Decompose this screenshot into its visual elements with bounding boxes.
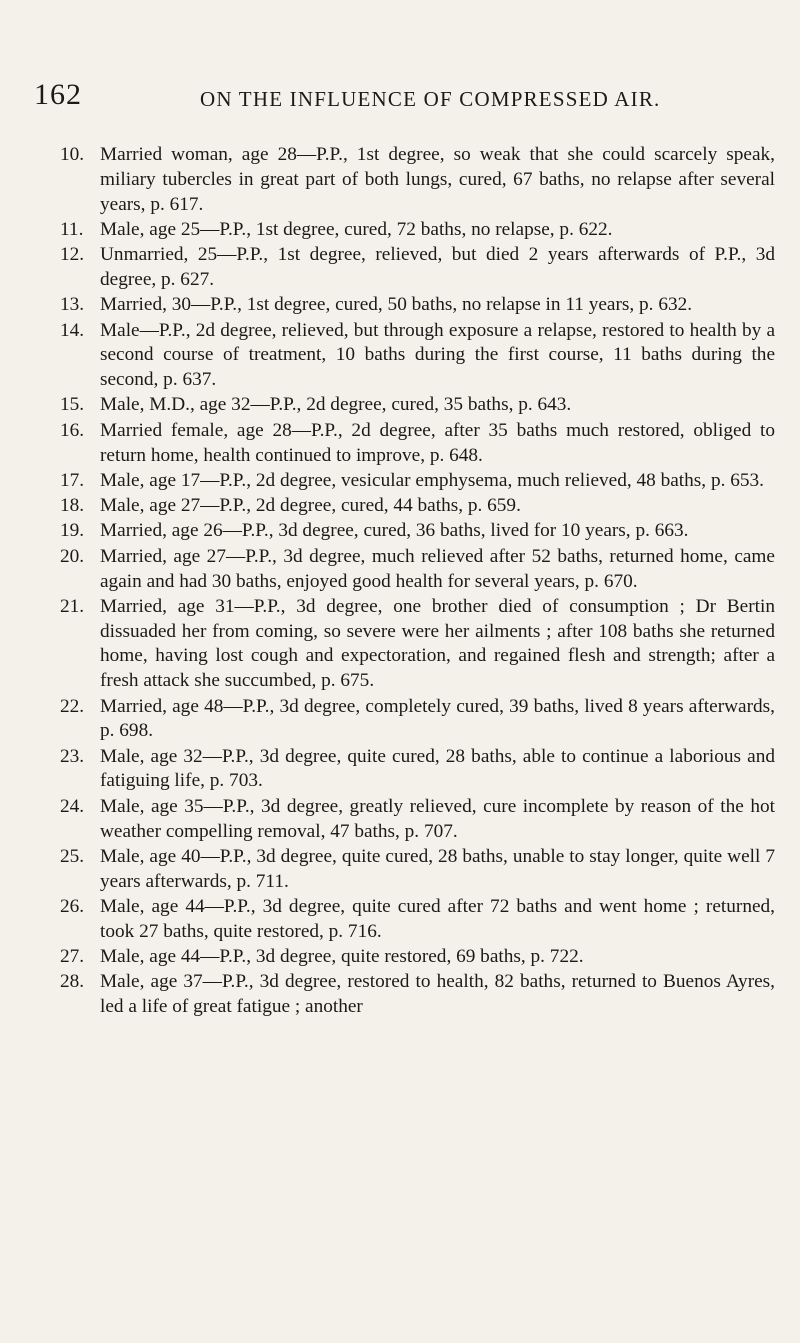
case-text: Married, age 31—P.P., 3d degree, one brother died of consumption ; Dr Bertin dissuaded her from coming, so severe were her ailments ; after 108 baths she returned home, having lost cough and expectoration, and regained flesh and strength; after a fresh attack she succumbed, p. 675. xyxy=(100,595,775,692)
case-text: Male—P.P., 2d degree, relieved, but through exposure a relapse, restored to health by a second course of treatment, 10 baths during the first course, 11 baths during the second, p. 637. xyxy=(100,319,775,391)
case-number: 16. xyxy=(60,419,85,441)
case-entry xyxy=(60,895,775,945)
case-entry xyxy=(60,419,775,469)
case-text: Male, age 35—P.P., 3d degree, greatly relieved, cure incomplete by reason of the hot weather compelling removal, 47 baths, p. 707. xyxy=(100,795,775,842)
case-number: 22. xyxy=(60,695,85,717)
case-entry xyxy=(60,393,775,418)
page-header xyxy=(34,78,774,118)
case-text: Male, age 37—P.P., 3d degree, restored to health, 82 baths, returned to Buenos Ayres, led a life of great fatigue ; another xyxy=(100,971,775,1018)
case-entry xyxy=(60,469,775,494)
case-number: 23. xyxy=(60,745,85,767)
case-number: 24. xyxy=(60,795,85,817)
case-text: Unmarried, 25—P.P., 1st degree, relieved, but died 2 years afterwards of P.P., 3d degree, p. 627. xyxy=(100,244,775,290)
case-entry xyxy=(60,945,775,970)
case-number: 11. xyxy=(60,218,84,240)
case-number: 10. xyxy=(60,144,85,165)
case-text: Married, age 27—P.P., 3d degree, much relieved after 52 baths, returned home, came again and had 30 baths, enjoyed good health for several years, p. 670. xyxy=(100,545,775,592)
case-list xyxy=(60,143,775,1020)
case-number: 14. xyxy=(60,319,85,341)
case-number: 21. xyxy=(60,595,85,617)
case-entry xyxy=(60,143,775,217)
page-number: 162 xyxy=(34,78,82,111)
case-text: Male, age 32—P.P., 3d degree, quite cured, 28 baths, able to continue a laborious and fatiguing life, p. 703. xyxy=(100,745,775,792)
case-entry xyxy=(60,293,775,318)
case-number: 28. xyxy=(60,971,85,993)
case-number: 12. xyxy=(60,244,85,266)
case-number: 17. xyxy=(60,469,85,491)
case-number: 20. xyxy=(60,545,85,567)
case-number: 25. xyxy=(60,845,85,867)
case-entry xyxy=(60,595,775,694)
case-entry xyxy=(60,319,775,393)
case-text: Male, age 40—P.P., 3d degree, quite cured, 28 baths, unable to stay longer, quite well 7 years afterwards, p. 711. xyxy=(100,845,775,892)
case-entry xyxy=(60,243,775,293)
case-number: 26. xyxy=(60,895,85,917)
case-entry xyxy=(60,845,775,895)
case-text: Married woman, age 28—P.P., 1st degree, so weak that she could scarcely speak, miliary tubercles in great part of both lungs, cured, 67 baths, no relapse after several years, p. 617. xyxy=(100,144,775,215)
case-entry xyxy=(60,545,775,595)
case-text: Male, age 44—P.P., 3d degree, quite restored, 69 baths, p. 722. xyxy=(100,946,584,967)
case-number: 19. xyxy=(60,520,85,542)
case-entry xyxy=(60,218,775,243)
case-entry xyxy=(60,519,775,544)
case-text: Male, age 27—P.P., 2d degree, cured, 44 baths, p. 659. xyxy=(100,495,521,517)
case-text: Male, age 17—P.P., 2d degree, vesicular emphysema, much relieved, 48 baths, p. 653. xyxy=(100,469,764,491)
case-number: 27. xyxy=(60,946,85,967)
case-text: Married female, age 28—P.P., 2d degree, after 35 baths much restored, obliged to return home, health continued to improve, p. 648. xyxy=(100,419,775,466)
case-text: Married, age 26—P.P., 3d degree, cured, 36 baths, lived for 10 years, p. 663. xyxy=(100,520,689,542)
case-entry xyxy=(60,695,775,745)
case-text: Married, age 48—P.P., 3d degree, completely cured, 39 baths, lived 8 years afterwards, p. 698. xyxy=(100,695,775,742)
case-entry xyxy=(60,795,775,845)
case-entry xyxy=(60,970,775,1020)
running-title: ON THE INFLUENCE OF COMPRESSED AIR. xyxy=(200,87,661,111)
case-entry xyxy=(60,494,775,519)
case-entry xyxy=(60,745,775,795)
case-text: Married, 30—P.P., 1st degree, cured, 50 baths, no relapse in 11 years, p. 632. xyxy=(100,294,693,316)
case-text: Male, age 25—P.P., 1st degree, cured, 72 baths, no relapse, p. 622. xyxy=(100,218,613,240)
case-number: 18. xyxy=(60,495,85,517)
case-number: 15. xyxy=(60,394,85,416)
case-text: Male, age 44—P.P., 3d degree, quite cured after 72 baths and went home ; returned, took 27 baths, quite restored, p. 716. xyxy=(100,895,775,942)
case-number: 13. xyxy=(60,294,85,316)
case-text: Male, M.D., age 32—P.P., 2d degree, cured, 35 baths, p. 643. xyxy=(100,394,572,416)
